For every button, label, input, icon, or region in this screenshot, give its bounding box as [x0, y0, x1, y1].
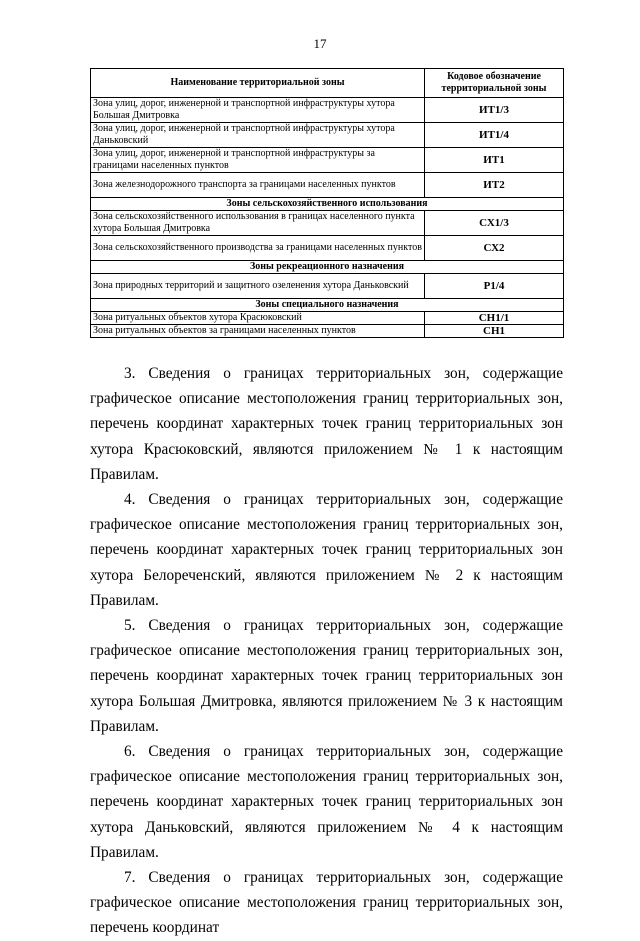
- zone-name: Зона железнодорожного транспорта за границами населенных пунктов: [91, 173, 425, 198]
- page-number: 17: [313, 36, 327, 51]
- paragraph: 6. Сведения о границах территориальных зон, содержащие графическое описание местоположения границ территориальных зон, перечень координат характерных точек границ территориальных зон хутора Даньковский, являются приложением № 4 к настоящим Правилам.: [90, 743, 563, 861]
- zone-code: ИТ1: [425, 148, 564, 173]
- zone-code: ИТ1/4: [425, 123, 564, 148]
- zone-code: Р1/4: [425, 274, 564, 299]
- table-row: [91, 173, 564, 198]
- header-zone-name: Наименование территориальной зоны: [91, 69, 425, 98]
- table-row: [91, 325, 564, 338]
- paragraph: 3. Сведения о границах территориальных зон, содержащие графическое описание местоположения границ территориальных зон, перечень координат характерных точек границ территориальных зон хутора Красюковский, являются приложением № 1 к настоящим Правилам.: [90, 365, 563, 483]
- zone-name: Зона ритуальных объектов за границами населенных пунктов: [91, 325, 425, 338]
- body-text: [90, 361, 563, 941]
- table-row: [91, 236, 564, 261]
- zone-code: СХ2: [425, 236, 564, 261]
- section-heading: Зоны специального назначения: [91, 299, 564, 312]
- zone-name: Зона природных территорий и защитного озеленения хутора Даньковский: [91, 274, 425, 299]
- table-row: [91, 123, 564, 148]
- table-row: [91, 211, 564, 236]
- header-zone-code: Кодовое обозначение территориальной зоны: [425, 69, 564, 98]
- table-row: [91, 274, 564, 299]
- zone-name: Зона улиц, дорог, инженерной и транспортной инфраструктуры хутора Большая Дмитровка: [91, 98, 425, 123]
- zone-code: ИТ2: [425, 173, 564, 198]
- section-heading: Зоны сельскохозяйственного использования: [91, 198, 564, 211]
- zone-name: Зона улиц, дорог, инженерной и транспортной инфраструктуры за границами населенных пунктов: [91, 148, 425, 173]
- section-row: [91, 299, 564, 312]
- zone-code: СН1/1: [425, 312, 564, 325]
- section-heading: Зоны рекреационного назначения: [91, 261, 564, 274]
- table-row: [91, 148, 564, 173]
- zone-name: Зона сельскохозяйственного производства за границами населенных пунктов: [91, 236, 425, 261]
- paragraph: 5. Сведения о границах территориальных зон, содержащие графическое описание местоположения границ территориальных зон, перечень координат характерных точек границ территориальных зон хутора Большая Дмитровка, являются приложением № 3 к настоящим Правилам.: [90, 617, 563, 735]
- zone-code: СХ1/3: [425, 211, 564, 236]
- zone-name: Зона ритуальных объектов хутора Красюковский: [91, 312, 425, 325]
- zone-name: Зона улиц, дорог, инженерной и транспортной инфраструктуры хутора Даньковский: [91, 123, 425, 148]
- paragraph: 4. Сведения о границах территориальных зон, содержащие графическое описание местоположения границ территориальных зон, перечень координат характерных точек границ территориальных зон хутора Белореченский, являются приложением № 2 к настоящим Правилам.: [90, 491, 563, 609]
- zones-table: [90, 68, 564, 338]
- zone-code: СН1: [425, 325, 564, 338]
- section-row: [91, 261, 564, 274]
- zone-code: ИТ1/3: [425, 98, 564, 123]
- section-row: [91, 198, 564, 211]
- table-row: [91, 98, 564, 123]
- table-row: [91, 312, 564, 325]
- table-header-row: [91, 69, 564, 98]
- zone-name: Зона сельскохозяйственного использования в границах населенного пункта хутора Большая Дмитровка: [91, 211, 425, 236]
- paragraph: 7. Сведения о границах территориальных зон, содержащие графическое описание местоположения границ территориальных зон, перечень координат: [90, 869, 563, 937]
